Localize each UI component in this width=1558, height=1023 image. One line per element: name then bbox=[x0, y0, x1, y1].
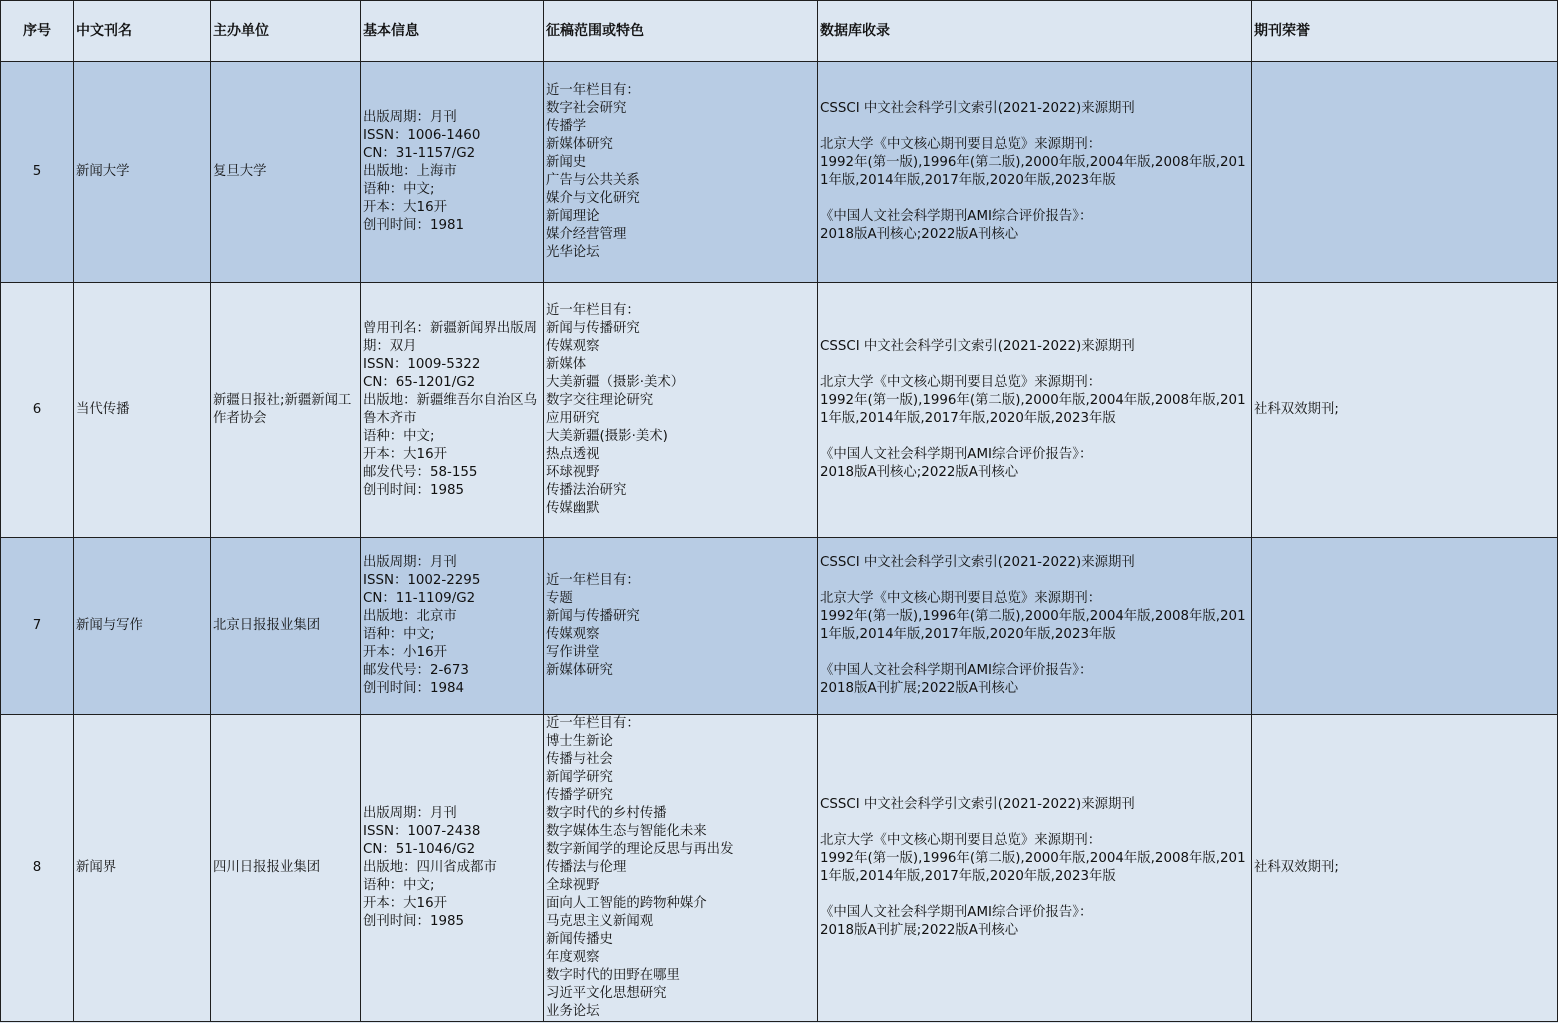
header-cell-honor: 期刊荣誉 bbox=[1252, 1, 1558, 62]
basic-info bbox=[361, 538, 544, 715]
scope-item: 新闻与传播研究 bbox=[546, 609, 640, 624]
scope-item: 新闻与传播研究 bbox=[546, 321, 640, 336]
info-line: ISSN：1007-2438 bbox=[363, 824, 481, 839]
db-cssci: CSSCI 中文社会科学引文索引(2021-2022)来源期刊 bbox=[820, 555, 1135, 570]
info-line: 开本：大16开 bbox=[363, 896, 447, 911]
info-line: 开本：大16开 bbox=[363, 200, 447, 215]
scope-item: 面向人工智能的跨物种媒介 bbox=[546, 896, 707, 911]
header-cell-name: 中文刊名 bbox=[74, 1, 211, 62]
basic-info bbox=[361, 283, 544, 538]
info-line: 出版周期：月刊 bbox=[363, 110, 457, 125]
scope-item: 数字交往理论研究 bbox=[546, 393, 654, 408]
info-line: 出版周期：月刊 bbox=[363, 806, 457, 821]
scope-item: 传媒幽默 bbox=[546, 501, 600, 516]
scope-item: 传播学研究 bbox=[546, 788, 613, 803]
scope-item: 媒介经营管理 bbox=[546, 227, 627, 242]
db-pku-title: 北京大学《中文核心期刊要目总览》来源期刊： bbox=[820, 833, 1102, 848]
row-number: 7 bbox=[1, 538, 74, 715]
db-pku-title: 北京大学《中文核心期刊要目总览》来源期刊： bbox=[820, 375, 1102, 390]
db-pku-detail: 1992年(第一版),1996年(第二版),2000年版,2004年版,2008年版,2011年版,2014年版,2017年版,2020年版,2023年版 bbox=[820, 851, 1246, 884]
scope-list bbox=[544, 62, 818, 283]
db-pku-title: 北京大学《中文核心期刊要目总览》来源期刊： bbox=[820, 591, 1102, 606]
scope-item: 光华论坛 bbox=[546, 245, 600, 260]
scope-item: 广告与公共关系 bbox=[546, 173, 640, 188]
db-ami-title: 《中国人文社会科学期刊AMI综合评价报告》： bbox=[820, 663, 1093, 678]
db-pku-detail: 1992年(第一版),1996年(第二版),2000年版,2004年版,2008年版,2011年版,2014年版,2017年版,2020年版,2023年版 bbox=[820, 393, 1246, 426]
info-line: 开本：小16开 bbox=[363, 645, 447, 660]
scope-item: 传媒观察 bbox=[546, 339, 600, 354]
journal-name: 当代传播 bbox=[74, 283, 211, 538]
scope-item: 新媒体研究 bbox=[546, 137, 613, 152]
header-row bbox=[1, 1, 1558, 62]
scope-item: 传播学 bbox=[546, 119, 587, 134]
scope-item: 全球视野 bbox=[546, 878, 600, 893]
info-line: ISSN：1009-5322 bbox=[363, 357, 481, 372]
scope-item: 媒介与文化研究 bbox=[546, 191, 640, 206]
scope-item: 热点透视 bbox=[546, 447, 600, 462]
db-ami-title: 《中国人文社会科学期刊AMI综合评价报告》： bbox=[820, 447, 1093, 462]
header-cell-num: 序号 bbox=[1, 1, 74, 62]
info-line: 语种：中文; bbox=[363, 429, 435, 444]
table-row bbox=[1, 62, 1558, 283]
database-index bbox=[818, 283, 1252, 538]
scope-item: 新闻传播史 bbox=[546, 932, 613, 947]
database-index bbox=[818, 538, 1252, 715]
scope-item: 数字媒体生态与智能化未来 bbox=[546, 824, 707, 839]
db-pku-detail: 1992年(第一版),1996年(第二版),2000年版,2004年版,2008年版,2011年版,2014年版,2017年版,2020年版,2023年版 bbox=[820, 155, 1246, 188]
info-line: 出版地：四川省成都市 bbox=[363, 860, 497, 875]
db-ami-title: 《中国人文社会科学期刊AMI综合评价报告》： bbox=[820, 905, 1093, 920]
journal-honor: 社科双效期刊; bbox=[1252, 283, 1558, 538]
info-line: CN：31-1157/G2 bbox=[363, 146, 476, 161]
scope-item: 传播法治研究 bbox=[546, 483, 627, 498]
scope-list bbox=[544, 538, 818, 715]
info-line: 语种：中文; bbox=[363, 878, 435, 893]
scope-item: 新媒体研究 bbox=[546, 663, 613, 678]
info-line: CN：11-1109/G2 bbox=[363, 591, 476, 606]
info-line: 邮发代号：58-155 bbox=[363, 465, 478, 480]
scope-item: 新媒体 bbox=[546, 357, 587, 372]
scope-item: 应用研究 bbox=[546, 411, 600, 426]
database-index bbox=[818, 715, 1252, 1022]
scope-item: 近一年栏目有： bbox=[546, 83, 640, 98]
scope-item: 大美新疆(摄影·美术) bbox=[546, 429, 668, 444]
info-line: 出版地：北京市 bbox=[363, 609, 457, 624]
basic-info bbox=[361, 715, 544, 1022]
scope-item: 新闻史 bbox=[546, 155, 587, 170]
info-line: CN：51-1046/G2 bbox=[363, 842, 476, 857]
journal-name: 新闻界 bbox=[74, 715, 211, 1022]
scope-item: 数字新闻学的理论反思与再出发 bbox=[546, 842, 734, 857]
scope-item: 环球视野 bbox=[546, 465, 600, 480]
info-line: ISSN：1006-1460 bbox=[363, 128, 481, 143]
db-ami-detail: 2018版A刊扩展;2022版A刊核心 bbox=[820, 923, 1019, 938]
info-line: 语种：中文; bbox=[363, 182, 435, 197]
info-line: 创刊时间：1981 bbox=[363, 218, 465, 233]
scope-item: 大美新疆（摄影·美术） bbox=[546, 375, 685, 390]
info-line: ISSN：1002-2295 bbox=[363, 573, 481, 588]
scope-item: 年度观察 bbox=[546, 950, 600, 965]
host-org: 北京日报报业集团 bbox=[211, 538, 361, 715]
row-number: 6 bbox=[1, 283, 74, 538]
info-line: 曾用刊名：新疆新闻界出版周期：双月 bbox=[363, 321, 538, 354]
scope-item: 近一年栏目有： bbox=[546, 573, 640, 588]
scope-item: 传媒观察 bbox=[546, 627, 600, 642]
scope-list bbox=[544, 283, 818, 538]
db-ami-detail: 2018版A刊扩展;2022版A刊核心 bbox=[820, 681, 1019, 696]
scope-item: 数字时代的乡村传播 bbox=[546, 806, 667, 821]
info-line: 出版地：新疆维吾尔自治区乌鲁木齐市 bbox=[363, 393, 538, 426]
db-cssci: CSSCI 中文社会科学引文索引(2021-2022)来源期刊 bbox=[820, 101, 1135, 116]
journal-honor bbox=[1252, 62, 1558, 283]
info-line: 创刊时间：1985 bbox=[363, 914, 465, 929]
info-line: 出版地：上海市 bbox=[363, 164, 457, 179]
info-line: 出版周期：月刊 bbox=[363, 555, 457, 570]
journal-name: 新闻大学 bbox=[74, 62, 211, 283]
db-cssci: CSSCI 中文社会科学引文索引(2021-2022)来源期刊 bbox=[820, 339, 1135, 354]
database-index bbox=[818, 62, 1252, 283]
journal-honor: 社科双效期刊; bbox=[1252, 715, 1558, 1022]
db-pku-detail: 1992年(第一版),1996年(第二版),2000年版,2004年版,2008年版,2011年版,2014年版,2017年版,2020年版,2023年版 bbox=[820, 609, 1246, 642]
row-number: 5 bbox=[1, 62, 74, 283]
db-ami-detail: 2018版A刊核心;2022版A刊核心 bbox=[820, 227, 1019, 242]
scope-item: 马克思主义新闻观 bbox=[546, 914, 654, 929]
scope-item: 近一年栏目有： bbox=[546, 303, 640, 318]
info-line: 创刊时间：1984 bbox=[363, 681, 465, 696]
row-number: 8 bbox=[1, 715, 74, 1022]
journal-honor bbox=[1252, 538, 1558, 715]
info-line: 创刊时间：1985 bbox=[363, 483, 465, 498]
scope-item: 传播与社会 bbox=[546, 752, 613, 767]
scope-item: 习近平文化思想研究 bbox=[546, 986, 667, 1001]
db-pku-title: 北京大学《中文核心期刊要目总览》来源期刊： bbox=[820, 137, 1102, 152]
header-cell-info: 基本信息 bbox=[361, 1, 544, 62]
db-ami-detail: 2018版A刊核心;2022版A刊核心 bbox=[820, 465, 1019, 480]
table-row bbox=[1, 538, 1558, 715]
info-line: 邮发代号：2-673 bbox=[363, 663, 469, 678]
header-cell-db: 数据库收录 bbox=[818, 1, 1252, 62]
db-cssci: CSSCI 中文社会科学引文索引(2021-2022)来源期刊 bbox=[820, 797, 1135, 812]
scope-item: 新闻学研究 bbox=[546, 770, 613, 785]
header-cell-scope: 征稿范围或特色 bbox=[544, 1, 818, 62]
host-org: 复旦大学 bbox=[211, 62, 361, 283]
header-cell-org: 主办单位 bbox=[211, 1, 361, 62]
table-row bbox=[1, 715, 1558, 1022]
scope-item: 业务论坛 bbox=[546, 1004, 600, 1019]
scope-item: 专题 bbox=[546, 591, 573, 606]
scope-item: 新闻理论 bbox=[546, 209, 600, 224]
journal-name: 新闻与写作 bbox=[74, 538, 211, 715]
scope-item: 数字社会研究 bbox=[546, 101, 627, 116]
scope-item: 传播法与伦理 bbox=[546, 860, 627, 875]
scope-item: 数字时代的田野在哪里 bbox=[546, 968, 680, 983]
info-line: 开本：大16开 bbox=[363, 447, 447, 462]
host-org: 四川日报报业集团 bbox=[211, 715, 361, 1022]
host-org: 新疆日报社;新疆新闻工作者协会 bbox=[211, 283, 361, 538]
info-line: 语种：中文; bbox=[363, 627, 435, 642]
basic-info bbox=[361, 62, 544, 283]
scope-list bbox=[544, 715, 818, 1022]
info-line: CN：65-1201/G2 bbox=[363, 375, 476, 390]
db-ami-title: 《中国人文社会科学期刊AMI综合评价报告》： bbox=[820, 209, 1093, 224]
scope-item: 写作讲堂 bbox=[546, 645, 600, 660]
table-row bbox=[1, 283, 1558, 538]
scope-item: 近一年栏目有： bbox=[546, 716, 640, 731]
scope-item: 博士生新论 bbox=[546, 734, 613, 749]
